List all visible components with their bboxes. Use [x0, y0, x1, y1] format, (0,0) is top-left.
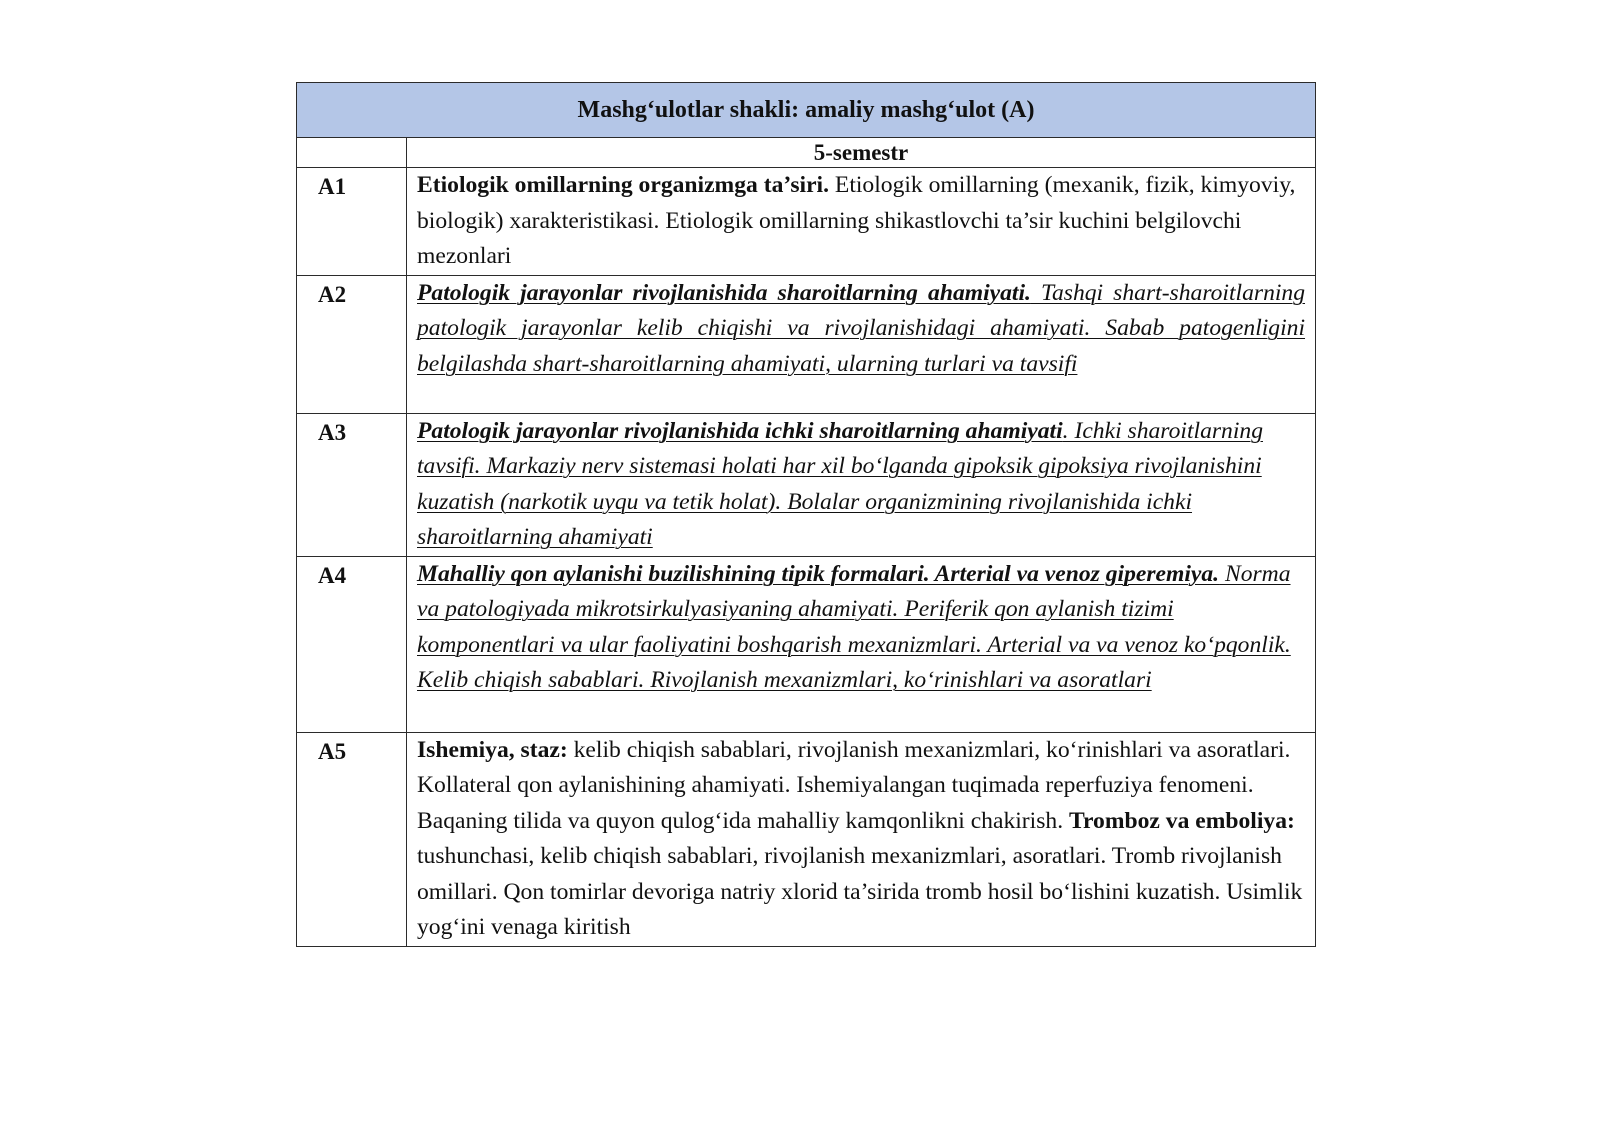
row-topic-text: kelib chiqish sabablari, rivojlanish mexanizmlari, ko‘rinishlari va asoratlari. Kollateral qon aylanishining ahamiyati. Ishemiyalangan tuqimada reperfuziya fenomeni. Baqaning tilida va quyon qulog‘ida mahalliy kamqonlikni chakirish.: [417, 736, 1291, 834]
row-subtopic-text: tushunchasi, kelib chiqish sabablari, rivojlanish mexanizmlari, asoratlari. Tromb rivojlanish omillari. Qon tomirlar devoriga natriy xlorid ta’sirida tromb hosil bo‘lishini kuzatish. Usimlik yog‘ini venaga kiritish: [417, 843, 1303, 940]
table-row: [297, 732, 1316, 946]
semester-row: [297, 138, 1316, 168]
row-topic-title: Patologik jarayonlar rivojlanishida ichki sharoitlarning ahamiyati: [417, 417, 1063, 444]
row-code: A4: [297, 556, 407, 732]
row-description: [407, 168, 1316, 276]
semester-label: 5-semestr: [407, 138, 1316, 168]
semester-empty-cell: [297, 138, 407, 168]
row-subtopic-title: Tromboz va emboliya:: [1069, 807, 1295, 834]
row-code: A2: [297, 275, 407, 413]
row-description: [407, 275, 1316, 413]
row-description: [407, 413, 1316, 556]
table-row: [297, 275, 1316, 413]
row-description: [407, 732, 1316, 946]
row-code: A5: [297, 732, 407, 946]
lesson-table: [296, 82, 1316, 947]
table-row: [297, 556, 1316, 732]
table-row: [297, 413, 1316, 556]
row-topic-text: Tashqi shart-sharoitlarning patologik jarayonlar kelib chiqishi va rivojlanishidagi ahamiyati. Sabab patogenligini belgilashda shart-sharoitlarning ahamiyati, ularning turlari va tavsifi: [417, 279, 1306, 377]
table-header-row: [297, 83, 1316, 138]
row-topic-title: Etiologik omillarning organizmga ta’siri.: [417, 172, 830, 198]
row-topic-text: Norma va patologiyada mikrotsirkulyasiyaning ahamiyati. Periferik qon aylanish tizimi komponentlari va ular faoliyatini boshqarish mexanizmlari. Arterial va va venoz ko‘pqonlik. Kelib chiqish sabablari. Rivojlanish mexanizmlari, ko‘rinishlari va asoratlari: [417, 560, 1291, 693]
table-header: Mashg‘ulotlar shakli: amaliy mashg‘ulot (A): [297, 83, 1316, 138]
row-topic-title: Ishemiya, staz:: [417, 736, 568, 763]
row-code: A3: [297, 413, 407, 556]
row-topic-text: . Ichki sharoitlarning tavsifi. Markaziy nerv sistemasi holati har xil bo‘lganda gipoksik gipoksiya rivojlanishini kuzatish (narkotik uyqu va tetik holat). Bolalar organizmining rivojlanishida ichki sharoitlarning ahamiyati: [417, 417, 1263, 550]
table-row: [297, 168, 1316, 276]
row-topic-title: Mahalliy qon aylanishi buzilishining tipik formalari. Arterial va venoz giperemiya.: [417, 560, 1220, 587]
row-topic-text: Etiologik omillarning (mexanik, fizik, kimyoviy, biologik) xarakteristikasi. Etiologik omillarning shikastlovchi ta’sir kuchini belgilovchi mezonlari: [417, 172, 1296, 269]
row-description: [407, 556, 1316, 732]
row-topic-title: Patologik jarayonlar rivojlanishida sharoitlarning ahamiyati.: [417, 279, 1031, 306]
row-code: A1: [297, 168, 407, 276]
